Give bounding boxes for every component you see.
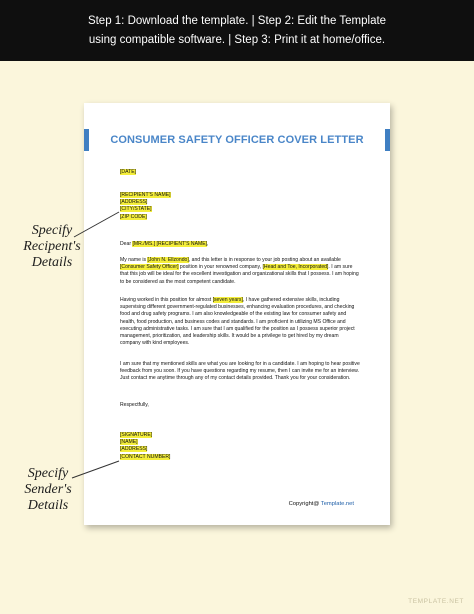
recipient-city-state: [CITY/STATE] [120, 206, 152, 213]
sender-annotation-line-3: Details [27, 498, 69, 513]
sender-name: [NAME] [120, 439, 138, 446]
salutation-placeholder: [MR./MS.] [RECIPIENT'S NAME] [132, 241, 208, 247]
p2-text-b: , I have gathered extensive skills, including supervising different government-regulated businesses, enhancing evaluation procedures, and checking food and drug safety programs. I am also knowledgeable of the existing law for consumer safety and health, food production, and business codes and standards. I am proficient in utilizing MS Office and executing administrative tasks. I am sure that I am qualified for the position as I possess superior project management, prioritization, and leadership skills. It would be a privilege to get hired by my dream company with kind employees. [120, 297, 355, 347]
recipient-zip: [ZIP CODE] [120, 213, 147, 220]
sender-address: [ADDRESS] [120, 446, 148, 453]
p1-company-placeholder: [Head and Toe, Incorporated] [262, 264, 329, 271]
banner-line-1: Step 1: Download the template. | Step 2: Edit the Template [87, 15, 387, 27]
sender-annotation [6, 466, 90, 514]
instructions-banner [0, 0, 474, 61]
copyright-footer [289, 501, 354, 507]
recipient-block [120, 192, 360, 221]
document-page [84, 103, 390, 525]
p1-text-a: My name is [120, 257, 148, 263]
sender-annotation-line-1: Specify [27, 466, 69, 481]
watermark: TEMPLATE.NET [408, 598, 464, 605]
footer-brand-link[interactable]: Template.net [320, 501, 354, 507]
footer-prefix: Copyright@ [288, 501, 321, 507]
p1-text-b: , and this letter is in response to your job posting about an available [188, 257, 341, 263]
salutation-prefix: Dear [120, 241, 133, 247]
paragraph-3: I am sure that my mentioned skills are what you are looking for in a candidate. I am hoping to hear positive feedback from you soon. If you have questions regarding my resume, then I can invite me for an interview. Just contact me anytime through any of my contact details provided. Thank you for your consideration. [120, 361, 360, 382]
sender-contact: [CONTACT NUMBER] [120, 453, 171, 460]
p1-name-placeholder: [John N. Ellzondo] [147, 257, 189, 263]
banner-line-2: using compatible software. | Step 3: Print it at home/office. [88, 34, 386, 46]
recipient-annotation-line-2: Recipent's [23, 239, 81, 254]
date-placeholder: [DATE] [120, 169, 137, 175]
salutation [120, 241, 360, 248]
closing: Respectfully, [120, 402, 149, 408]
p1-text-d: . I am sure that this job will be ideal for the excellent investigation and organizational skills that I possess. I am hoping to be considered as the most competent candidate. [120, 264, 359, 285]
recipient-annotation [8, 223, 96, 271]
sender-block [120, 432, 360, 461]
date-block [120, 169, 360, 176]
recipient-annotation-line-3: Details [31, 255, 73, 270]
sender-signature: [SIGNATURE] [120, 432, 153, 438]
document-title: CONSUMER SAFETY OFFICER COVER LETTER [110, 134, 364, 146]
p1-text-c: position in your renowned company, [178, 264, 263, 271]
recipient-name: [RECIPIENT'S NAME] [120, 192, 171, 198]
recipient-annotation-line-1: Specify [31, 223, 73, 238]
sender-annotation-line-2: Sender's [24, 482, 72, 497]
p2-years-placeholder: [seven years] [212, 297, 243, 303]
p2-text-a: Having worked in this position for almost [120, 297, 213, 303]
recipient-address: [ADDRESS] [120, 199, 148, 206]
paragraph-1 [120, 257, 360, 286]
p1-position-placeholder: [Consumer Safety Officer] [120, 264, 179, 271]
salutation-suffix: , [207, 241, 209, 247]
paragraph-2 [120, 297, 360, 347]
